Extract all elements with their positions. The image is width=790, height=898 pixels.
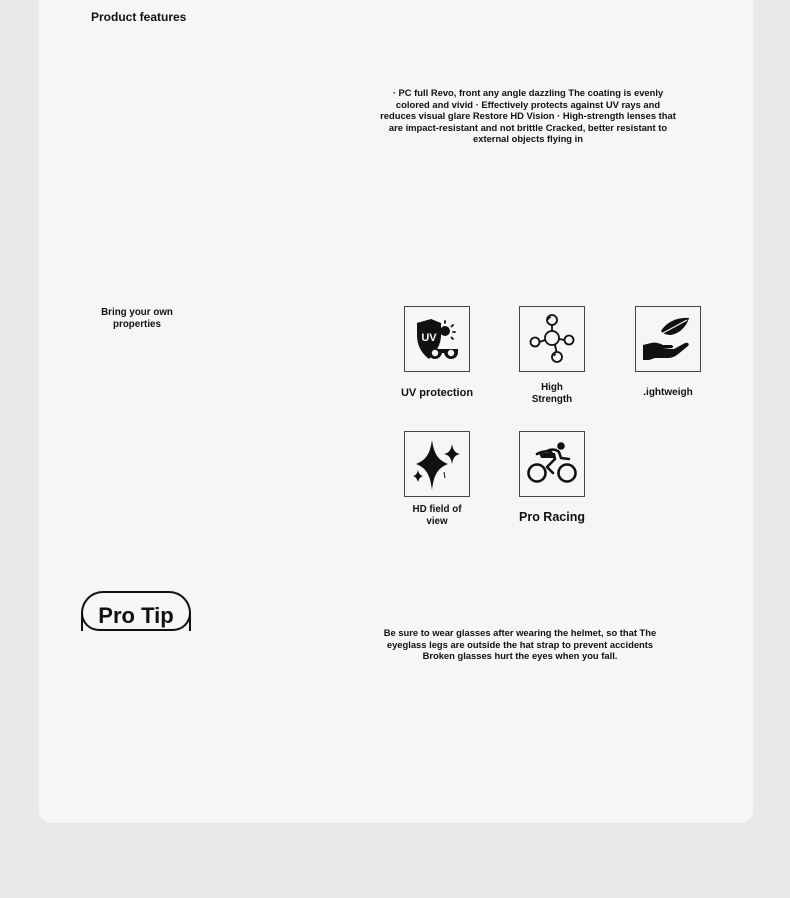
molecule-icon xyxy=(519,306,585,372)
feature-uv-protection xyxy=(377,306,497,399)
feature-high-strength xyxy=(492,306,612,405)
product-card xyxy=(39,0,753,823)
feature-label: .ightweigh xyxy=(643,387,693,398)
cyclist-icon xyxy=(519,431,585,497)
feature-label: High Strength xyxy=(531,382,573,405)
feature-pro-racing xyxy=(492,431,612,524)
uv-shield-glasses-icon xyxy=(404,306,470,372)
feature-lightweight xyxy=(608,306,728,398)
feature-label: HD field of view xyxy=(412,504,462,527)
section-title: Product features xyxy=(91,10,187,24)
properties-label: Bring your own properties xyxy=(101,307,173,330)
pro-tip-text: Be sure to wear glasses after wearing the helmet, so that The eyeglass legs are outside the hat strap to prevent accidents Broken glasses hurt the eyes when you fall. xyxy=(383,627,657,661)
feature-label: Pro Racing xyxy=(519,510,585,524)
pro-tip-badge: Pro Tip xyxy=(81,591,191,631)
svg-text:UV: UV xyxy=(421,332,437,344)
feature-hand-icon xyxy=(635,306,701,372)
feature-label: UV protection xyxy=(400,387,474,399)
features-description: · PC full Revo, front any angle dazzling The coating is evenly colored and vivid · Effectively protects against UV rays and reduces visual glare Restore HD Vision · High-strength lenses that are impact-resistant and not brittle Cracked, better resistant to external objects flying in xyxy=(380,87,676,145)
sparkles-icon xyxy=(404,431,470,497)
feature-hd-field-of-view xyxy=(377,431,497,527)
